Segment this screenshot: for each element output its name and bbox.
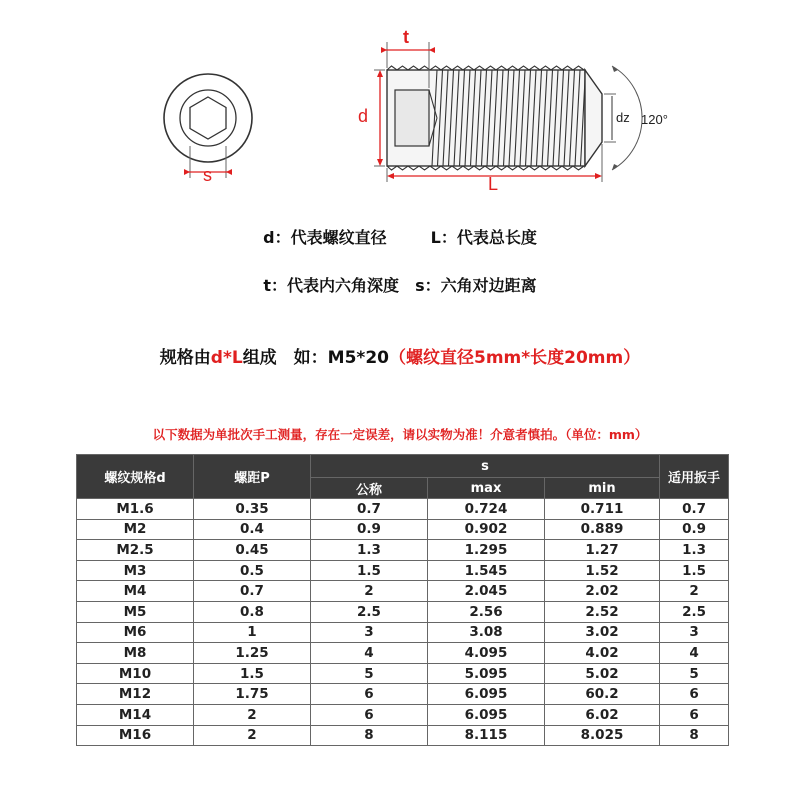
table-cell: M1.6 [77, 499, 194, 520]
table-cell: 6 [311, 684, 428, 705]
label-d: d [358, 106, 369, 126]
table-cell: 8 [660, 725, 729, 746]
table-cell: 4.095 [428, 643, 545, 664]
table-cell: 5.02 [545, 663, 660, 684]
table-cell: 0.35 [194, 499, 311, 520]
spec-prefix: 规格由 [159, 348, 211, 368]
spec-line [0, 343, 800, 368]
table-cell: 2.5 [660, 601, 729, 622]
legend-line-2 [0, 273, 800, 296]
table-cell: 6.095 [428, 684, 545, 705]
table-cell: 4 [311, 643, 428, 664]
table-cell: M3 [77, 560, 194, 581]
technical-drawing [0, 0, 800, 200]
table-row [77, 663, 729, 684]
side-view [358, 27, 668, 194]
table-cell: 1.3 [660, 540, 729, 561]
table-cell: 1 [194, 622, 311, 643]
table-cell: 1.545 [428, 560, 545, 581]
legend-d: d：代表螺纹直径 [263, 228, 387, 247]
table-cell: 2.045 [428, 581, 545, 602]
table-cell: M2 [77, 519, 194, 540]
table-row [77, 581, 729, 602]
table-cell: 8.025 [545, 725, 660, 746]
table-cell: M12 [77, 684, 194, 705]
table-cell: 1.75 [194, 684, 311, 705]
label-L: L [488, 174, 499, 194]
spec-formula: d*L [210, 348, 243, 368]
header-s: s [311, 455, 660, 478]
table-cell: 0.45 [194, 540, 311, 561]
table-cell: 0.7 [194, 581, 311, 602]
table-row [77, 540, 729, 561]
table-row [77, 601, 729, 622]
table-cell: 8 [311, 725, 428, 746]
table-cell: M5 [77, 601, 194, 622]
table-cell: 2 [311, 581, 428, 602]
label-angle: 120° [641, 112, 668, 127]
table-row [77, 684, 729, 705]
header-wrench: 适用扳手 [660, 455, 729, 499]
table-cell: 2.02 [545, 581, 660, 602]
header-thread: 螺纹规格d [77, 455, 194, 499]
table-cell: 1.5 [194, 663, 311, 684]
table-cell: 3 [660, 622, 729, 643]
table-cell: 2 [660, 581, 729, 602]
table-cell: 0.7 [660, 499, 729, 520]
table-cell: 0.902 [428, 519, 545, 540]
table-cell: 2 [194, 725, 311, 746]
table-cell: 1.295 [428, 540, 545, 561]
table-row [77, 704, 729, 725]
header-min: min [545, 478, 660, 499]
table-row [77, 725, 729, 746]
table-cell: 0.4 [194, 519, 311, 540]
spec-table [76, 454, 729, 746]
table-cell: 6 [311, 704, 428, 725]
table-cell: 5 [311, 663, 428, 684]
table-cell: 3.08 [428, 622, 545, 643]
table-cell: M8 [77, 643, 194, 664]
table-cell: 1.25 [194, 643, 311, 664]
table-cell: M14 [77, 704, 194, 725]
table-cell: 5 [660, 663, 729, 684]
legend-L: L：代表总长度 [430, 228, 537, 247]
end-view [164, 74, 252, 185]
table-cell: 0.7 [311, 499, 428, 520]
label-s: s [203, 165, 212, 185]
table-cell: 2 [194, 704, 311, 725]
table-cell: 2.56 [428, 601, 545, 622]
table-cell: 1.5 [660, 560, 729, 581]
measurement-note: 以下数据为单批次手工测量，存在一定误差，请以实物为准！介意者慎拍。（单位：mm） [152, 427, 648, 442]
table-cell: M4 [77, 581, 194, 602]
table-cell: 1.27 [545, 540, 660, 561]
label-t: t [403, 27, 409, 47]
table-cell: 0.9 [660, 519, 729, 540]
table-cell: 2.5 [311, 601, 428, 622]
legend-s: s：六角对边距离 [415, 276, 537, 295]
table-cell: M6 [77, 622, 194, 643]
table-body [77, 499, 729, 746]
table-cell: 8.115 [428, 725, 545, 746]
table-row [77, 560, 729, 581]
table-row [77, 643, 729, 664]
legend-t: t：代表内六角深度 [263, 276, 400, 295]
table-cell: 4.02 [545, 643, 660, 664]
header-pitch: 螺距P [194, 455, 311, 499]
table-cell: 6.095 [428, 704, 545, 725]
header-nominal: 公称 [311, 478, 428, 499]
table-cell: M16 [77, 725, 194, 746]
table-row [77, 499, 729, 520]
table-cell: 0.711 [545, 499, 660, 520]
table-cell: 6.02 [545, 704, 660, 725]
table-row [77, 622, 729, 643]
table-cell: 1.5 [311, 560, 428, 581]
table-cell: 2.52 [545, 601, 660, 622]
table-cell: 0.724 [428, 499, 545, 520]
table-cell: 1.3 [311, 540, 428, 561]
table-cell: M2.5 [77, 540, 194, 561]
legend-line-1 [0, 225, 800, 248]
table-row [77, 519, 729, 540]
header-max: max [428, 478, 545, 499]
table-cell: 60.2 [545, 684, 660, 705]
table-cell: 1.52 [545, 560, 660, 581]
table-cell: 0.8 [194, 601, 311, 622]
table-cell: M10 [77, 663, 194, 684]
table-cell: 5.095 [428, 663, 545, 684]
table-cell: 6 [660, 684, 729, 705]
table-cell: 4 [660, 643, 729, 664]
table-cell: 3.02 [545, 622, 660, 643]
table-cell: 6 [660, 704, 729, 725]
table-cell: 0.5 [194, 560, 311, 581]
spec-example: （螺纹直径5mm*长度20mm） [388, 348, 641, 368]
label-dz: dz [616, 110, 630, 125]
table-cell: 3 [311, 622, 428, 643]
spec-middle: 组成 如：M5*20 [242, 348, 389, 368]
table-cell: 0.9 [311, 519, 428, 540]
table-cell: 0.889 [545, 519, 660, 540]
